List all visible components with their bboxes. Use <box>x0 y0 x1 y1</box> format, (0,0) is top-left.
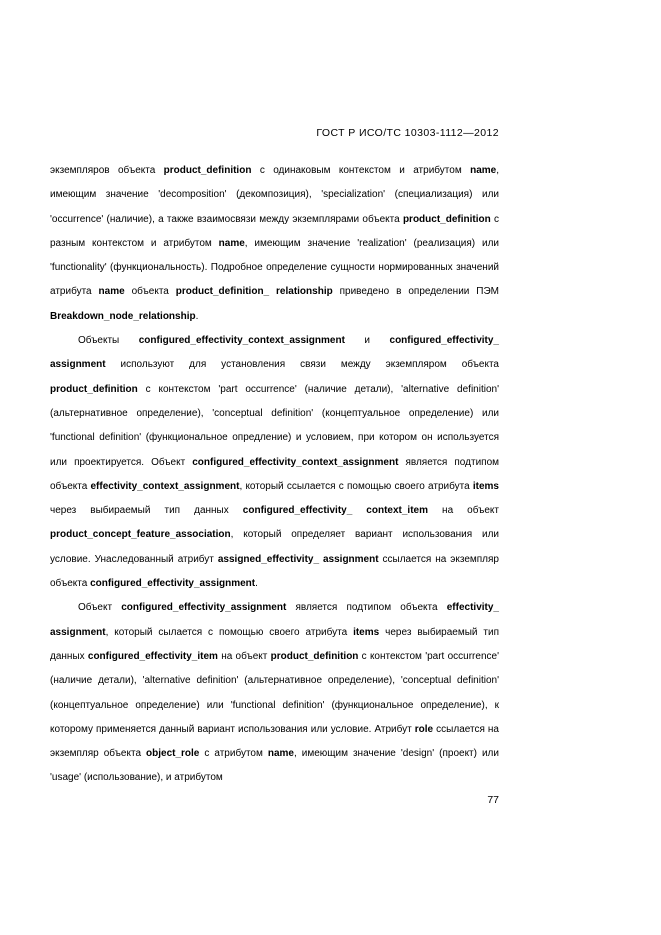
term-bold: configured_effectivity_context_assignment <box>192 456 399 468</box>
text-run: , который ссылается с помощью своего атрибута <box>239 480 473 492</box>
term-bold: name <box>98 286 125 298</box>
text-run: Объекты <box>78 335 139 347</box>
text-run: объекта <box>124 286 176 298</box>
term-bold: role <box>414 723 434 735</box>
text-run: через выбираемый тип данных <box>50 505 243 517</box>
text-run: , имеющим значение 'design' (проект) или 'usage' (использование), и атрибутом <box>50 748 499 784</box>
text-run: используют для установления связи между экземпляром объекта <box>105 359 499 371</box>
text-run: , имеющим значение 'decomposition' (декомпозиция), 'specialization' (специализация) или 'occurrence' (наличие), а также взаимосвязи между экземплярами объекта <box>50 165 499 225</box>
term-bold: product_concept_feature_association <box>50 529 231 541</box>
term-bold: product_definition <box>270 650 359 662</box>
paragraph-3 <box>50 596 499 790</box>
term-bold: product_definition <box>163 165 252 176</box>
text-run: с атрибутом <box>199 748 268 760</box>
term-bold: object_role <box>146 748 200 760</box>
term-bold: configured_effectivity_item <box>87 650 218 662</box>
text-run: . <box>255 578 258 590</box>
term-bold: assigned_effectivity_ assignment <box>217 553 379 565</box>
term-bold: items <box>353 626 380 638</box>
text-run: экземпляров объекта <box>50 165 164 176</box>
text-run: с контекстом 'part occurrence' (наличие детали), 'alternative definition' (альтернативное определение), 'conceptual definition' (концептуальное определение) или 'functional definition' (функциональное опредление) и условием, при котором он используется или проектируется. Объект <box>50 383 499 468</box>
term-bold: configured_effectivity_context_assignment <box>138 335 345 347</box>
page-number: 77 <box>487 794 499 806</box>
text-run: , который определяет вариант использования или условие. Унаследованный атрибут <box>50 529 499 565</box>
body-text <box>50 159 499 791</box>
text-run: на объект <box>217 650 271 662</box>
term-bold: items <box>472 480 499 492</box>
text-run: на объект <box>428 505 500 517</box>
text-run: является подтипом объекта <box>50 456 500 492</box>
term-bold: name <box>267 748 294 760</box>
term-bold: product_definition <box>402 213 491 225</box>
text-run: и <box>344 335 390 347</box>
text-run: приведено в определении ПЭМ <box>332 286 499 298</box>
text-run: с одинаковым контекстом и атрибутом <box>251 165 471 176</box>
term-bold: product_definition_ relationship <box>175 286 333 298</box>
text-run: . <box>195 310 199 322</box>
term-bold: configured_effectivity_assignment <box>90 578 256 590</box>
term-bold: Breakdown_node_relationship <box>50 310 196 322</box>
term-bold: name <box>470 165 497 176</box>
term-bold: product_definition <box>50 383 138 395</box>
text-run: Объект <box>78 602 122 614</box>
paragraph-2 <box>50 329 499 596</box>
text-run: через выбираемый тип данных <box>50 626 499 662</box>
term-bold: configured_effectivity_ assignment <box>50 335 499 371</box>
text-run: с контекстом 'part occurrence' (наличие детали), 'alternative definition' (альтернативное определение), 'conceptual definition' (концептуальное определение) или 'functional definition' (функциональное определение), к которому применяется данный вариант использования или условие. Атрибут <box>50 650 499 735</box>
text-run: , который сылается с помощью своего атрибута <box>105 626 354 638</box>
paragraph-1 <box>50 159 499 329</box>
term-bold: effectivity_context_assignment <box>90 480 240 492</box>
term-bold: effectivity_ assignment <box>50 602 499 638</box>
term-bold: name <box>218 237 245 249</box>
standard-header: ГОСТ Р ИСО/ТС 10303-1112—2012 <box>316 127 499 139</box>
text-run: ссылается на экземпляр объекта <box>50 553 499 590</box>
term-bold: configured_effectivity_assignment <box>121 602 287 614</box>
text-run: является подтипом объекта <box>286 602 447 614</box>
text-run: ссылается на экземпляр объекта <box>50 723 499 760</box>
text-run: с разным контекстом и атрибутом <box>50 213 499 249</box>
text-run: , имеющим значение 'realization' (реализация) или 'functionality' (функциональность). Подробное определение сущности нормированных значений атрибута <box>50 237 499 298</box>
term-bold: configured_effectivity_ context_item <box>242 505 428 517</box>
